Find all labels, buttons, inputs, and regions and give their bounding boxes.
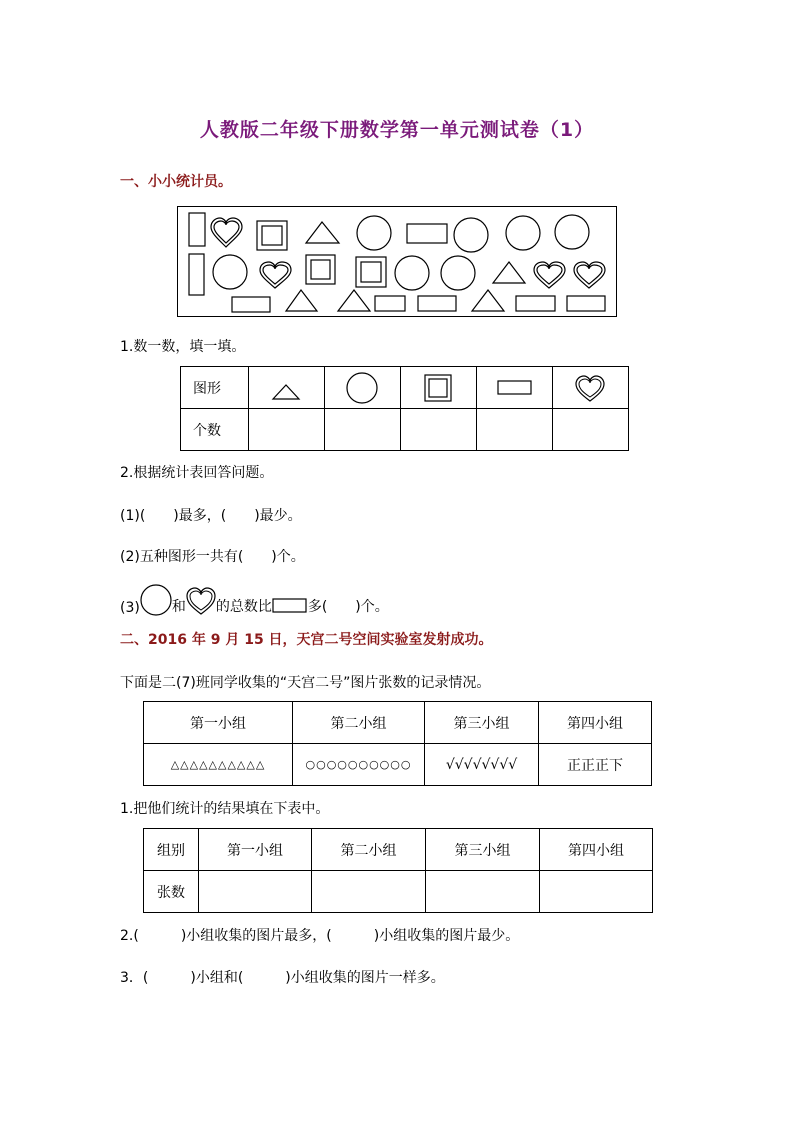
shapes-box <box>177 206 617 317</box>
s2-q2: 2.( )小组收集的图片最多，( )小组收集的图片最少。 <box>120 928 520 944</box>
count-cell[interactable] <box>325 409 401 451</box>
count-cell[interactable] <box>401 409 477 451</box>
circle-icon <box>441 256 475 290</box>
rect-icon <box>272 598 308 614</box>
rect-icon <box>567 296 605 311</box>
circle-icon <box>395 256 429 290</box>
circle-icon <box>140 584 172 616</box>
result-cell[interactable] <box>426 871 540 913</box>
record-header: 第四小组 <box>539 702 652 744</box>
s2-q1: 1.把他们统计的结果填在下表中。 <box>120 801 330 817</box>
count-cell[interactable] <box>249 409 325 451</box>
triangle-icon <box>472 290 504 311</box>
shapes-figure <box>178 207 616 316</box>
s1-q2-2: (2)五种图形一共有( )个。 <box>120 549 305 565</box>
record-value: △△△△△△△△△△ <box>144 744 293 786</box>
record-table <box>143 701 652 786</box>
rect-vertical-icon <box>189 254 204 295</box>
rect-icon <box>407 224 447 243</box>
rect-icon <box>418 296 456 311</box>
circle-icon <box>357 216 391 250</box>
result-header: 第三小组 <box>426 829 540 871</box>
result-header: 第二小组 <box>312 829 426 871</box>
table-row-label: 张数 <box>144 871 199 913</box>
s1-q2-3: (3) 和 的总数比 多( )个。 <box>120 582 389 616</box>
record-header: 第二小组 <box>293 702 425 744</box>
s2-intro: 下面是二(7)班同学收集的“天宫二号”图片张数的记录情况。 <box>120 675 491 691</box>
s2-q3: 3．( )小组和( )小组收集的图片一样多。 <box>120 970 445 986</box>
rect-icon <box>516 296 555 311</box>
circle-icon <box>325 371 400 405</box>
count-cell[interactable] <box>477 409 553 451</box>
s1-q1: 1.数一数，填一填。 <box>120 339 246 355</box>
square-icon <box>306 255 335 284</box>
rect-icon <box>375 296 405 311</box>
table-row-label: 图形 <box>181 367 249 409</box>
record-value: ○○○○○○○○○○ <box>293 744 425 786</box>
circle-icon <box>213 255 247 289</box>
circle-icon <box>506 216 540 250</box>
rect-icon <box>477 378 552 398</box>
result-cell[interactable] <box>540 871 653 913</box>
heart-inner-icon <box>214 221 239 243</box>
result-cell[interactable] <box>199 871 312 913</box>
rect-vertical-icon <box>189 213 205 246</box>
heart-icon <box>186 586 216 616</box>
circle-icon <box>555 215 589 249</box>
triangle-icon <box>493 262 525 283</box>
table-row-label: 组别 <box>144 829 199 871</box>
result-table <box>143 828 653 913</box>
record-header: 第三小组 <box>425 702 539 744</box>
triangle-icon <box>286 290 317 311</box>
s1-q2: 2.根据统计表回答问题。 <box>120 465 274 481</box>
heart-icon <box>553 373 628 403</box>
section1-heading: 一、小小统计员。 <box>120 174 232 190</box>
record-value: 正正正下 <box>539 744 652 786</box>
result-cell[interactable] <box>312 871 426 913</box>
section2-heading: 二、2016 年 9 月 15 日，天宫二号空间实验室发射成功。 <box>120 632 493 648</box>
table-row-label: 个数 <box>181 409 249 451</box>
triangle-icon <box>249 373 324 403</box>
circle-icon <box>454 218 488 252</box>
record-value: √√√√√√√√ <box>425 744 539 786</box>
shape-count-table <box>180 366 629 451</box>
page-title: 人教版二年级下册数学第一单元测试卷（1） <box>199 119 595 141</box>
count-cell[interactable] <box>553 409 629 451</box>
square-icon <box>401 373 476 403</box>
triangle-icon <box>306 222 339 243</box>
result-header: 第一小组 <box>199 829 312 871</box>
s1-q2-1: (1)( )最多，( )最少。 <box>120 508 302 524</box>
result-header: 第四小组 <box>540 829 653 871</box>
rect-icon <box>232 297 270 312</box>
triangle-icon <box>338 290 370 311</box>
record-header: 第一小组 <box>144 702 293 744</box>
